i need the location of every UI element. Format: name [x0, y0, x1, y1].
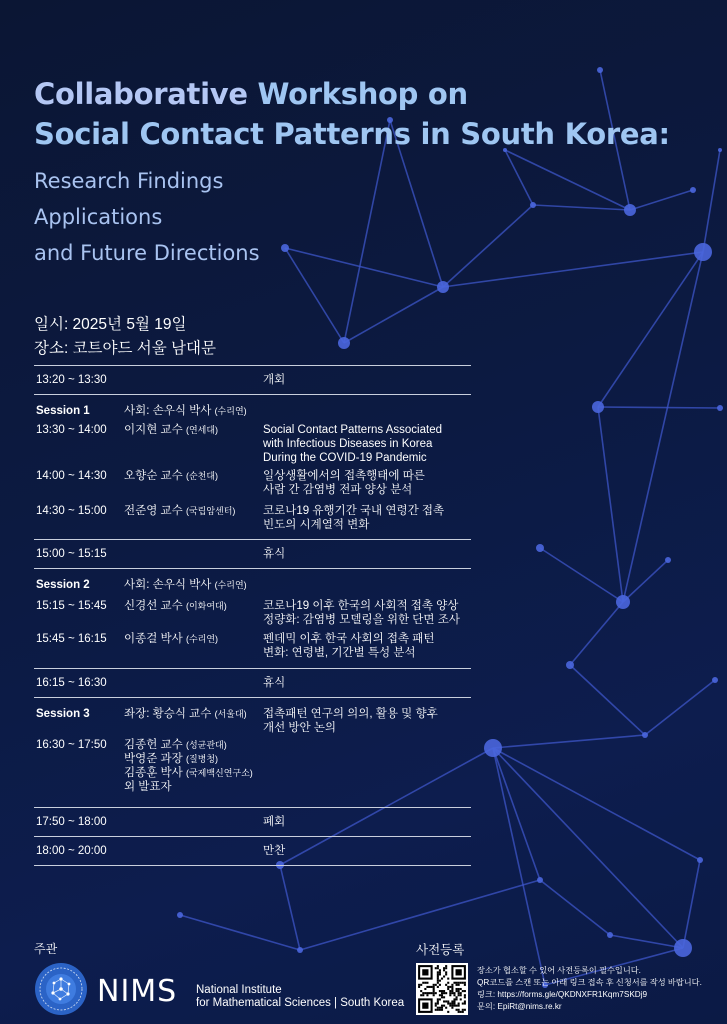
- schedule-row-dinner: [34, 837, 471, 866]
- schedule-row-break: [34, 540, 471, 569]
- network-edge: [493, 748, 545, 985]
- session-chair: 좌장: 황승식 교수 (서울대): [124, 708, 247, 720]
- network-node: [717, 405, 723, 411]
- event-date: 일시: 2025년 5월 19일: [34, 316, 187, 333]
- network-node: [607, 932, 613, 938]
- network-node: [566, 661, 574, 669]
- network-edge: [285, 248, 344, 343]
- network-edge: [280, 865, 300, 950]
- subtitle-line: Research Findings: [34, 169, 224, 193]
- session-chair: 사회: 손우식 박사 (수리연): [124, 405, 247, 417]
- schedule-session-2: [34, 569, 471, 669]
- network-node: [536, 544, 544, 552]
- network-edge: [703, 150, 720, 252]
- institute-name: National Institute for Mathematical Sciences | South Korea: [196, 984, 405, 1009]
- schedule-row-closing: [34, 808, 471, 837]
- registration-info: [477, 965, 702, 1013]
- network-edge: [493, 735, 645, 748]
- time: 16:15 ~ 16:30: [36, 677, 107, 689]
- network-node: [674, 939, 692, 957]
- talk-title: Social Contact Patterns Associated with Infectious Diseases in Korea During the COVID-19 Pandemic: [263, 424, 442, 464]
- panel-list: 김종헌 교수 (성균관대) 박영준 과장 (질병청) 김종훈 박사 (국제백신연구소) 외 발표자: [124, 739, 253, 793]
- schedule-session-3: [34, 698, 471, 808]
- network-edge: [443, 252, 703, 287]
- network-node: [694, 243, 712, 261]
- network-node: [624, 204, 636, 216]
- session-name: Session 3: [36, 708, 90, 720]
- talk-speaker: 신경선 교수 (이화여대): [124, 600, 227, 612]
- time: 18:00 ~ 20:00: [36, 845, 107, 857]
- network-node: [537, 877, 543, 883]
- network-node: [697, 857, 703, 863]
- network-edge: [540, 548, 623, 602]
- network-node: [642, 732, 648, 738]
- network-node: [616, 595, 630, 609]
- network-edge: [598, 407, 720, 408]
- network-edge: [645, 680, 715, 735]
- event-subtitle: [34, 163, 260, 271]
- network-edge: [180, 915, 300, 950]
- network-node: [338, 337, 350, 349]
- network-edge: [598, 252, 703, 407]
- network-edge: [533, 205, 630, 210]
- title-line2: Social Contact Patterns in South Korea:: [34, 117, 670, 151]
- network-node: [690, 187, 696, 193]
- talk-title: 코로나19 이후 한국의 사회적 접촉 양상 정량화: 감염병 모델링을 위한 단면 조사: [263, 600, 460, 626]
- talk-speaker: 이종걸 박사 (수리연): [124, 633, 219, 645]
- talk-speaker: 이지현 교수 (연세대): [124, 424, 219, 436]
- network-edge: [570, 602, 623, 665]
- talk-time: 16:30 ~ 17:50: [36, 739, 107, 751]
- network-edge: [493, 748, 700, 860]
- network-edge: [623, 560, 668, 602]
- session-name: Session 1: [36, 405, 90, 417]
- network-node: [297, 947, 303, 953]
- label: 만찬: [263, 845, 286, 857]
- network-edge: [623, 252, 703, 602]
- time: 13:20 ~ 13:30: [36, 374, 107, 386]
- network-node: [177, 912, 183, 918]
- network-node: [281, 244, 289, 252]
- session-title: 접촉패턴 연구의 의의, 활용 및 향후 개선 방안 논의: [263, 708, 438, 734]
- event-title: [34, 74, 670, 154]
- network-edge: [683, 860, 700, 948]
- qr-code-icon[interactable]: [416, 963, 468, 1015]
- network-node: [665, 557, 671, 563]
- network-edge: [344, 287, 443, 343]
- network-edge: [505, 150, 533, 205]
- network-node: [437, 281, 449, 293]
- network-node: [597, 67, 603, 73]
- talk-time: 15:15 ~ 15:45: [36, 600, 107, 612]
- network-edge: [630, 190, 693, 210]
- nims-wordmark: NIMS: [97, 974, 178, 1009]
- network-node: [530, 202, 536, 208]
- network-node: [484, 739, 502, 757]
- talk-time: 13:30 ~ 14:00: [36, 424, 107, 436]
- talk-speaker: 오향순 교수 (순천대): [124, 470, 219, 482]
- subtitle-line: and Future Directions: [34, 241, 260, 265]
- title-line1-part2: Workshop on: [257, 77, 468, 111]
- subtitle-line: Applications: [34, 205, 163, 229]
- host-label: 주관: [34, 942, 58, 956]
- time: 17:50 ~ 18:00: [36, 816, 107, 828]
- registration-link[interactable]: 링크: https://forms.gle/QKDNXFR1Kqm7SKDj9: [477, 990, 648, 999]
- network-edge: [598, 407, 623, 602]
- schedule-row-break: [34, 669, 471, 698]
- talk-title: 코로나19 유행기간 국내 연령간 접촉 빈도의 시계열적 변화: [263, 505, 445, 531]
- registration-instruction: QR코드를 스캔 또는 아래 링크 접속 후 신청서를 작성 바랍니다.: [477, 978, 702, 987]
- talk-time: 15:45 ~ 16:15: [36, 633, 107, 645]
- network-edge: [443, 205, 533, 287]
- talk-time: 14:00 ~ 14:30: [36, 470, 107, 482]
- label: 폐회: [263, 816, 286, 828]
- session-name: Session 2: [36, 579, 90, 591]
- label: 개회: [263, 374, 286, 386]
- registration-contact[interactable]: 문의: EpiRt@nims.re.kr: [477, 1002, 562, 1011]
- network-edge: [570, 665, 645, 735]
- registration-label: 사전등록: [416, 943, 465, 957]
- talk-speaker: 전준영 교수 (국립암센터): [124, 505, 236, 517]
- network-node: [592, 401, 604, 413]
- event-venue: 장소: 코트야드 서울 남대문: [34, 340, 216, 357]
- network-edge: [493, 748, 540, 880]
- talk-title: 일상생활에서의 접촉행태에 따른 사람 간 감염병 전파 양상 분석: [263, 470, 425, 496]
- nims-logo-icon: [34, 962, 88, 1016]
- network-node: [718, 148, 722, 152]
- time: 15:00 ~ 15:15: [36, 548, 107, 560]
- schedule-session-1: [34, 395, 471, 540]
- network-edge: [285, 248, 443, 287]
- network-edge: [505, 150, 630, 210]
- schedule-table: [34, 365, 471, 866]
- title-line1-part1: Collaborative: [34, 77, 248, 111]
- talk-title: 펜데믹 이후 한국 사회의 접촉 패턴 변화: 연령별, 기간별 특성 분석: [263, 633, 435, 659]
- session-chair: 사회: 손우식 박사 (수리연): [124, 579, 247, 591]
- registration-note: 장소가 협소할 수 있어 사전등록이 필수입니다.: [477, 966, 641, 975]
- network-edge: [540, 880, 610, 935]
- label: 휴식: [263, 677, 286, 689]
- label: 휴식: [263, 548, 286, 560]
- schedule-row-opening: [34, 365, 471, 395]
- network-node: [712, 677, 718, 683]
- event-info: [34, 313, 216, 361]
- talk-time: 14:30 ~ 15:00: [36, 505, 107, 517]
